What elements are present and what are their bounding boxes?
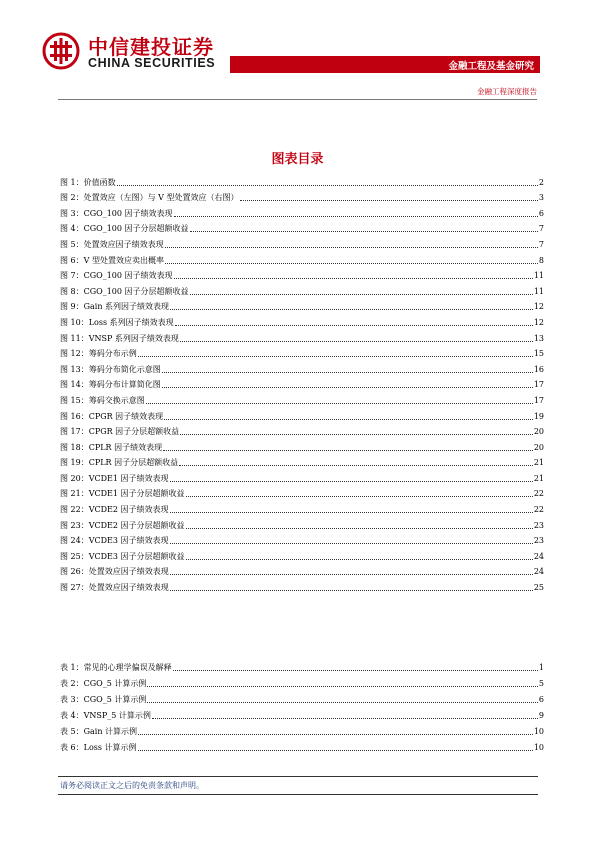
figure-toc-entry-label: 图 11：VNSP 系列因子绩效表现	[60, 333, 179, 343]
figure-toc-entry-label: 图 21：VCDE1 因子分层超额收益	[60, 489, 185, 499]
brand-name-en: CHINA SECURITIES	[88, 56, 216, 70]
figure-toc-entry-label: 图 7：CGO_100 因子绩效表现	[60, 271, 173, 281]
figure-toc-entry[interactable]	[60, 499, 544, 515]
figure-toc-entry-page-number: 8	[538, 255, 544, 265]
figure-toc-entry-label: 图 13：筹码分布简化示意图	[60, 364, 161, 374]
dot-leader	[190, 294, 533, 295]
figure-toc-entry[interactable]	[60, 422, 544, 438]
figure-toc-entry-page-number: 22	[533, 489, 544, 499]
dot-leader	[173, 670, 538, 671]
table-toc-entry[interactable]	[60, 657, 544, 673]
dot-leader	[147, 702, 538, 703]
dot-leader	[146, 403, 533, 404]
figure-toc-entry-page-number: 15	[533, 349, 544, 359]
figure-toc-entry-page-number: 19	[533, 411, 544, 421]
figure-toc-entry[interactable]	[60, 312, 544, 328]
dot-leader	[170, 481, 533, 482]
dot-leader	[186, 559, 533, 560]
figure-toc-entry[interactable]	[60, 359, 544, 375]
table-toc-entry-page-number: 10	[533, 727, 544, 736]
figure-toc-entry[interactable]	[60, 468, 544, 484]
dot-leader	[162, 387, 533, 388]
table-toc-entry-page-number: 5	[538, 679, 544, 688]
dot-leader	[164, 419, 533, 420]
figure-toc-entry[interactable]	[60, 250, 544, 266]
figure-toc-entry[interactable]	[60, 328, 544, 344]
figure-toc-entry-page-number: 20	[533, 427, 544, 437]
figure-toc-entry[interactable]	[60, 219, 544, 235]
figure-list	[60, 172, 544, 593]
table-toc-entry-label: 表 3：CGO_5 计算示例	[60, 695, 147, 704]
dot-leader	[180, 434, 533, 435]
figure-toc-entry[interactable]	[60, 484, 544, 500]
figure-toc-entry[interactable]	[60, 515, 544, 531]
figure-toc-entry[interactable]	[60, 203, 544, 219]
figure-toc-entry-label: 图 10：Loss 系列因子绩效表现	[60, 317, 174, 327]
figure-toc-entry-page-number: 7	[538, 224, 544, 234]
dot-leader	[165, 247, 538, 248]
figure-toc-entry-label: 图 22：VCDE2 因子绩效表现	[60, 505, 169, 515]
dot-leader	[117, 185, 538, 186]
figure-toc-entry-page-number: 2	[538, 177, 544, 187]
figure-toc-entry-page-number: 23	[533, 536, 544, 546]
figure-toc-entry-label: 图 9：Gain 系列因子绩效表现	[60, 302, 170, 312]
figure-toc-entry[interactable]	[60, 437, 544, 453]
dot-leader	[180, 341, 533, 342]
figure-toc-entry-page-number: 12	[533, 302, 544, 312]
figure-toc-entry[interactable]	[60, 234, 544, 250]
figure-toc-entry-label: 图 6：V 型处置效应卖出概率	[60, 255, 164, 265]
figure-toc-entry[interactable]	[60, 188, 544, 204]
figure-toc-entry[interactable]	[60, 390, 544, 406]
footer-disclaimer: 请务必阅读正文之后的免责条款和声明。	[60, 781, 204, 790]
figure-toc-entry[interactable]	[60, 172, 544, 188]
figure-toc-entry-label: 图 2：处置效应（左图）与 V 型处置效应（右图）	[60, 193, 239, 203]
figure-toc-entry-page-number: 22	[533, 505, 544, 515]
figure-toc-entry-label: 图 15：筹码交换示意图	[60, 395, 145, 405]
figure-toc-entry-label: 图 25：VCDE3 因子分层超额收益	[60, 551, 185, 561]
dot-leader	[170, 309, 533, 310]
figure-toc-entry[interactable]	[60, 297, 544, 313]
figure-toc-entry[interactable]	[60, 562, 544, 578]
dot-leader	[138, 750, 533, 751]
dot-leader	[162, 372, 533, 373]
table-toc-entry-page-number: 9	[538, 711, 544, 720]
table-toc-entry[interactable]	[60, 737, 544, 753]
figure-toc-entry-label: 图 23：VCDE2 因子分层超额收益	[60, 520, 185, 530]
figure-toc-entry[interactable]	[60, 546, 544, 562]
table-toc-entry-label: 表 5：Gain 计算示例	[60, 727, 138, 736]
dot-leader	[138, 734, 533, 735]
header-divider	[58, 99, 537, 100]
dot-leader	[138, 356, 533, 357]
brand-name-cn: 中信建投证券	[88, 35, 214, 59]
figure-toc-entry-page-number: 23	[533, 520, 544, 530]
dot-leader	[175, 325, 533, 326]
dot-leader	[186, 496, 533, 497]
figure-toc-entry-label: 图 5：处置效应因子绩效表现	[60, 239, 164, 249]
figure-toc-entry-page-number: 17	[533, 380, 544, 390]
figure-toc-entry-page-number: 25	[533, 583, 544, 593]
figure-toc-entry-page-number: 13	[533, 333, 544, 343]
dot-leader	[170, 574, 533, 575]
figure-toc-entry-label: 图 16：CPGR 因子绩效表现	[60, 411, 164, 421]
figure-toc-entry-page-number: 3	[538, 193, 544, 203]
figure-toc-entry-label: 图 14：筹码分布计算简化图	[60, 380, 161, 390]
dot-leader	[174, 216, 538, 217]
figure-toc-entry[interactable]	[60, 406, 544, 422]
table-toc-entry[interactable]	[60, 721, 544, 737]
footer-divider-bottom	[58, 794, 538, 795]
figure-toc-entry-label: 图 4：CGO_100 因子分层超额收益	[60, 224, 189, 234]
figure-toc-entry-label: 图 27：处置效应因子绩效表现	[60, 583, 169, 593]
dot-leader	[170, 590, 533, 591]
table-toc-entry[interactable]	[60, 705, 544, 721]
figure-toc-entry-page-number: 17	[533, 395, 544, 405]
figure-toc-entry-page-number: 6	[538, 208, 544, 218]
figure-toc-entry-label: 图 19：CPLR 因子分层超额收益	[60, 458, 179, 468]
dot-leader	[163, 450, 533, 451]
dot-leader	[190, 231, 538, 232]
table-toc-entry-label: 表 1：常见的心理学偏误及解释	[60, 663, 172, 672]
banner-title: 金融工程及基金研究	[448, 61, 534, 72]
dot-leader	[170, 543, 533, 544]
figure-toc-entry-page-number: 11	[533, 271, 544, 281]
figure-toc-entry-page-number: 24	[533, 551, 544, 561]
figure-toc-entry[interactable]	[60, 266, 544, 282]
toc-title: 图表目录	[271, 152, 324, 167]
dot-leader	[165, 263, 538, 264]
china-securities-logo-icon	[42, 32, 80, 70]
table-toc-entry-page-number: 1	[538, 663, 544, 672]
table-toc-entry-page-number: 6	[538, 695, 544, 704]
figure-toc-entry[interactable]	[60, 577, 544, 593]
report-type: 金融工程深度报告	[477, 87, 537, 96]
figure-toc-entry[interactable]	[60, 375, 544, 391]
dot-leader	[170, 512, 533, 513]
figure-toc-entry-page-number: 16	[533, 364, 544, 374]
figure-toc-entry-label: 图 8：CGO_100 因子分层超额收益	[60, 286, 189, 296]
figure-toc-entry[interactable]	[60, 531, 544, 547]
figure-toc-entry[interactable]	[60, 281, 544, 297]
dot-leader	[152, 718, 538, 719]
table-toc-entry-label: 表 6：Loss 计算示例	[60, 743, 137, 752]
table-list	[60, 657, 544, 753]
figure-toc-entry[interactable]	[60, 344, 544, 360]
table-toc-entry-label: 表 2：CGO_5 计算示例	[60, 679, 147, 688]
figure-toc-entry[interactable]	[60, 453, 544, 469]
footer-divider-top	[58, 776, 538, 777]
figure-toc-entry-label: 图 17：CPGR 因子分层超额收益	[60, 427, 180, 437]
figure-toc-entry-page-number: 12	[533, 317, 544, 327]
dot-leader	[179, 465, 533, 466]
figure-toc-entry-label: 图 18：CPLR 因子绩效表现	[60, 442, 163, 452]
table-toc-entry[interactable]	[60, 689, 544, 705]
figure-toc-entry-label: 图 12：筹码分布示例	[60, 349, 137, 359]
table-toc-entry[interactable]	[60, 673, 544, 689]
figure-toc-entry-page-number: 7	[538, 239, 544, 249]
figure-toc-entry-page-number: 24	[533, 567, 544, 577]
table-toc-entry-label: 表 4：VNSP_5 计算示例	[60, 711, 151, 720]
table-toc-entry-page-number: 10	[533, 743, 544, 752]
figure-toc-entry-page-number: 21	[533, 473, 544, 483]
figure-toc-entry-label: 图 20：VCDE1 因子绩效表现	[60, 473, 169, 483]
dot-leader	[174, 278, 533, 279]
dot-leader	[240, 200, 538, 201]
figure-toc-entry-label: 图 24：VCDE3 因子绩效表现	[60, 536, 169, 546]
dot-leader	[147, 686, 538, 687]
figure-toc-entry-page-number: 21	[533, 458, 544, 468]
figure-toc-entry-page-number: 20	[533, 442, 544, 452]
header-banner	[230, 56, 540, 73]
figure-toc-entry-page-number: 11	[533, 286, 544, 296]
figure-toc-entry-label: 图 26：处置效应因子绩效表现	[60, 567, 169, 577]
figure-toc-entry-label: 图 1：价值函数	[60, 177, 116, 187]
dot-leader	[186, 528, 533, 529]
figure-toc-entry-label: 图 3：CGO_100 因子绩效表现	[60, 208, 173, 218]
